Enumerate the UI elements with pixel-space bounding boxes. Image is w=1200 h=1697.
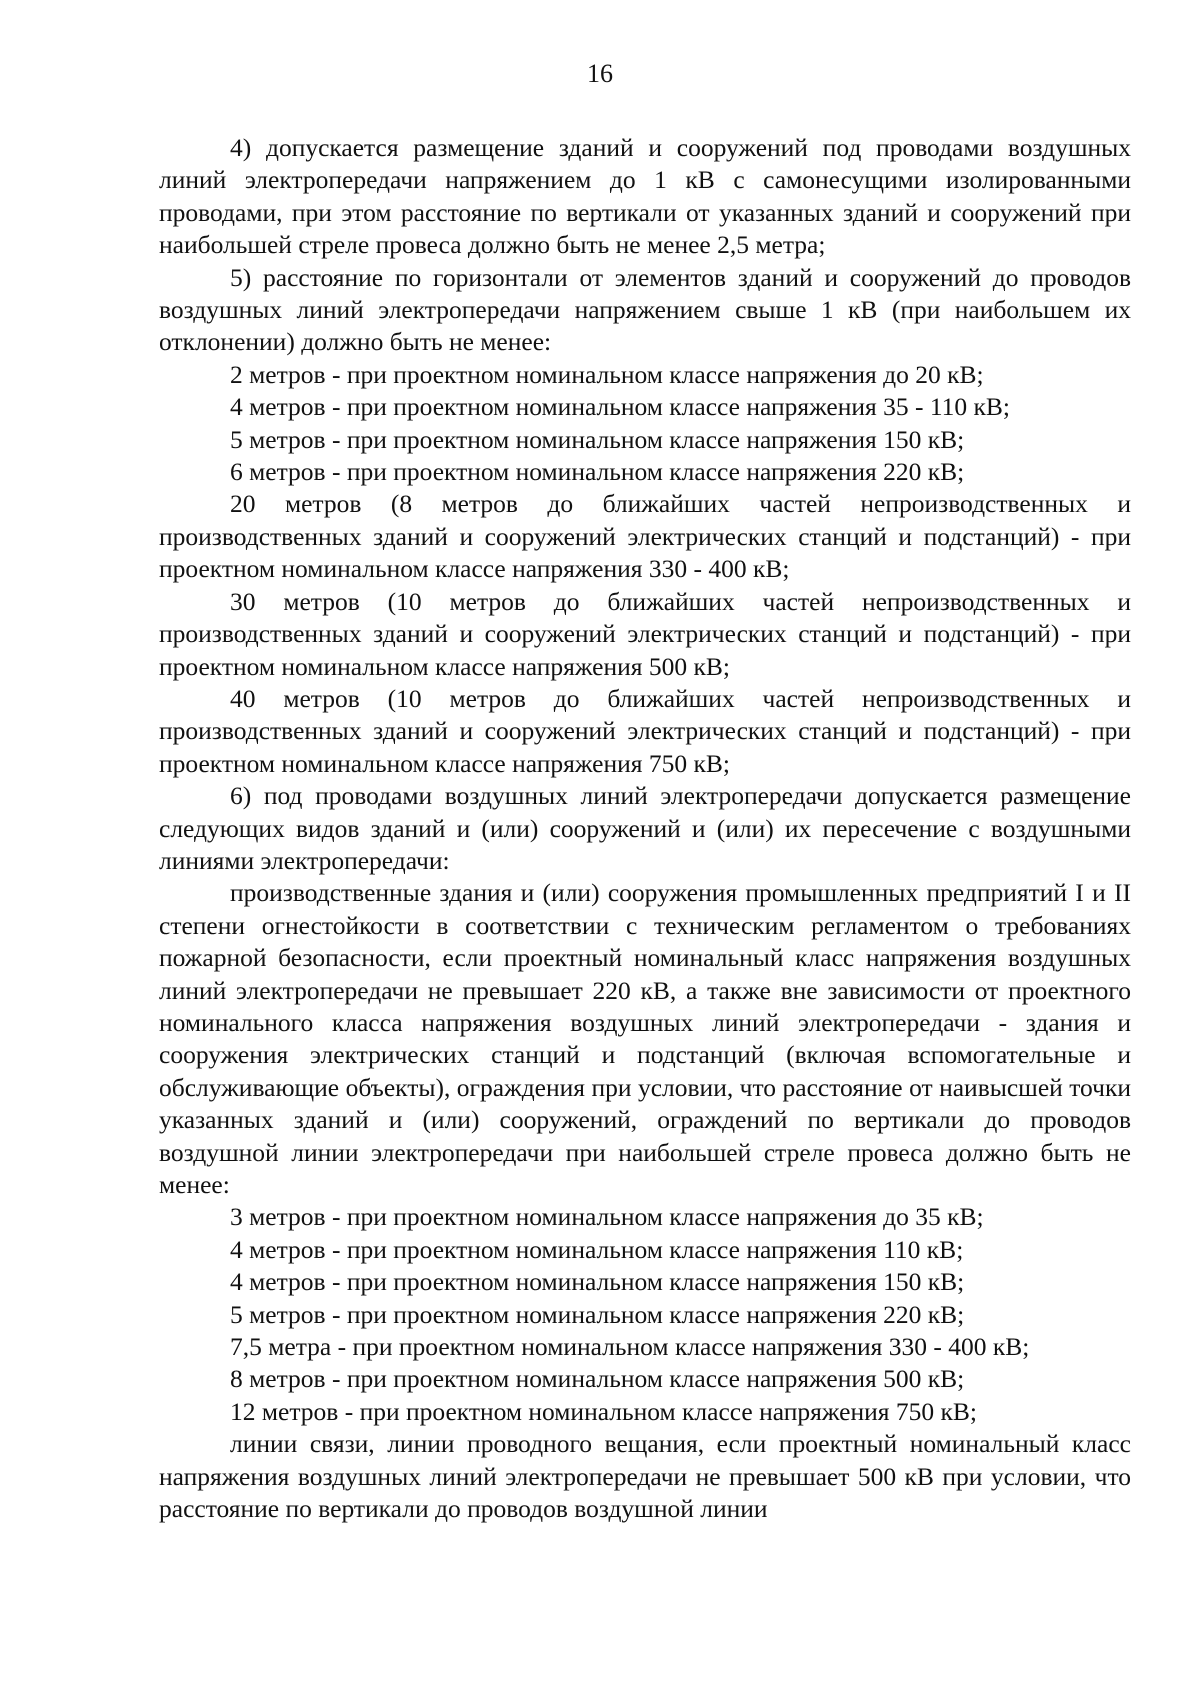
distance-line: 4 метров - при проектном номинальном классе напряжения 35 - 110 кВ; [230, 392, 1011, 422]
distance-line: 5 метров - при проектном номинальном классе напряжения 150 кВ; [230, 424, 965, 454]
distance-paragraph: 20 метров (8 метров до ближайших частей непроизводственных и производственных зданий и сооружений электрических станций и подстанций) - при проектном номинальном классе напряжения 330 - 400 кВ; [159, 489, 1131, 584]
distance-line: 4 метров - при проектном номинальном классе напряжения 150 кВ; [230, 1267, 965, 1297]
distance-line: 5 метров - при проектном номинальном классе напряжения 220 кВ; [230, 1299, 965, 1329]
distance-paragraph: 40 метров (10 метров до ближайших частей непроизводственных и производственных зданий и сооружений электрических станций и подстанций) - при проектном номинальном классе напряжения 750 кВ; [159, 683, 1131, 778]
distance-line: 4 метров - при проектном номинальном классе напряжения 110 кВ; [230, 1234, 964, 1264]
paragraph-item-6: 6) под проводами воздушных линий электропередачи допускается размещение следующих видов зданий и (или) сооружений и (или) их пересечение с воздушными линиями электропередачи: [159, 781, 1131, 875]
distance-line: 3 метров - при проектном номинальном классе напряжения до 35 кВ; [230, 1202, 984, 1232]
document-body [159, 132, 1131, 1525]
distance-line: 7,5 метра - при проектном номинальном классе напряжения 330 - 400 кВ; [230, 1332, 1030, 1362]
page-number: 16 [587, 59, 613, 88]
paragraph-item-5: 5) расстояние по горизонтали от элементов зданий и сооружений до проводов воздушных линий электропередачи напряжением свыше 1 кВ (при наибольшем их отклонении) должно быть не менее: [159, 262, 1131, 357]
distance-line: 6 метров - при проектном номинальном классе напряжения 220 кВ; [230, 457, 965, 487]
distance-line: 2 метров - при проектном номинальном классе напряжения до 20 кВ; [230, 359, 984, 389]
industrial-buildings-paragraph: производственные здания и (или) сооружения промышленных предприятий I и II степени огнестойкости в соответствии с техническим регламентом о требованиях пожарной безопасности, если проектный номинальный класс напряжения воздушных линий электропередачи не превышает 220 кВ, а также вне зависимости от проектного номинального класса напряжения воздушных линий электропередачи - здания и сооружения электрических станций и подстанций (включая вспомогательные и обслуживающие объекты), ограждения при условии, что расстояние от наивысшей точки указанных зданий и (или) сооружений, ограждений по вертикали до проводов воздушной линии электропередачи при наибольшей стреле провеса должно быть не менее: [159, 878, 1131, 1199]
distance-paragraph: 30 метров (10 метров до ближайших частей непроизводственных и производственных зданий и сооружений электрических станций и подстанций) - при проектном номинальном классе напряжения 500 кВ; [159, 586, 1131, 681]
distance-line: 8 метров - при проектном номинальном классе напряжения 500 кВ; [230, 1364, 965, 1394]
distance-line: 12 метров - при проектном номинальном классе напряжения 750 кВ; [230, 1396, 977, 1426]
paragraph-item-4: 4) допускается размещение зданий и сооружений под проводами воздушных линий электропередачи напряжением до 1 кВ с самонесущими изолированными проводами, при этом расстояние по вертикали от указанных зданий и сооружений при наибольшей стреле провеса должно быть не менее 2,5 метра; [159, 133, 1131, 260]
communication-lines-paragraph: линии связи, линии проводного вещания, если проектный номинальный класс напряжения воздушных линий электропередачи не превышает 500 кВ при условии, что расстояние по вертикали до проводов воздушной линии [159, 1429, 1131, 1524]
